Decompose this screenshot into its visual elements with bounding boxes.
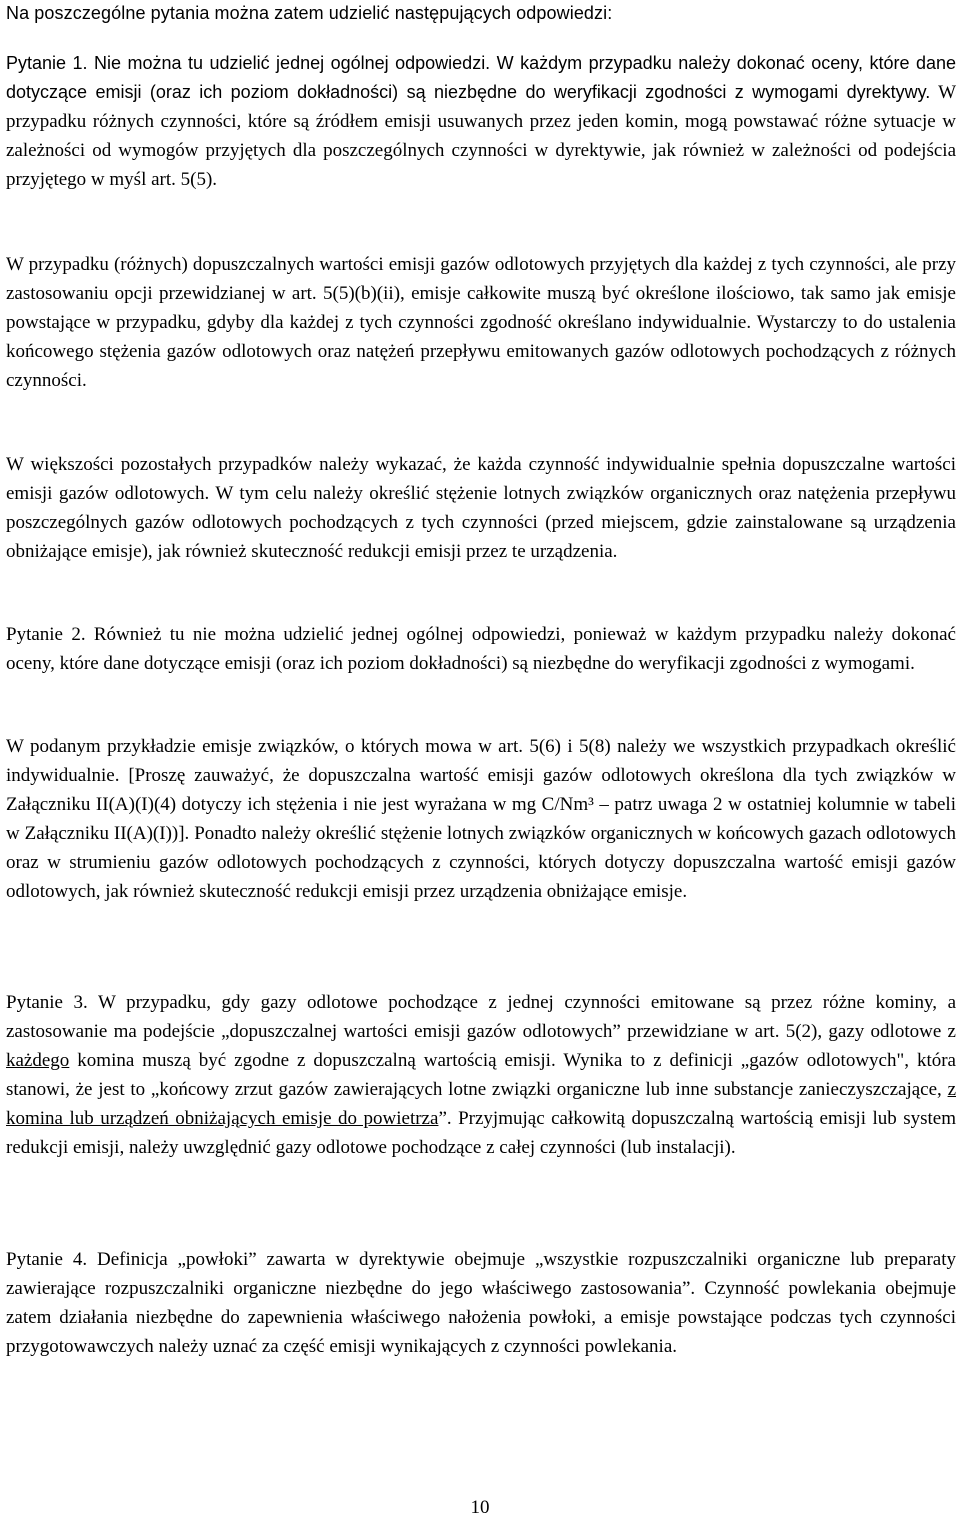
q3-underlined-each: każdego (6, 1050, 70, 1071)
q2-paragraph-2: W podanym przykładzie emisje związków, o których mowa w art. 5(6) i 5(8) należy we wszystkich przypadkach określić indywidualnie. [Proszę zauważyć, że dopuszczalna wartość emisji gazów odlotowych określona dla tych związków w Załączniku II(A)(I)(4) dotyczy ich stężenia i nie jest wyrażana w mg C/Nm³ – patrz uwaga 2 w ostatniej kolumnie w tabeli w Załączniku II(A)(I))]. Ponadto należy określić stężenie lotnych związków organicznych w końcowych gazach odlotowych oraz w strumieniu gazów odlotowych pochodzących z czynności, których dotyczy dopuszczalna wartość emisji gazów odlotowych, jak również skuteczność redukcji emisji przez urządzenia obniżające emisje. (6, 736, 956, 902)
q1-lead: Pytanie 1. Nie można tu udzielić jednej ogólnej odpowiedzi. W każdym przypadku należy dokonać oceny, które dane dotyczące emisji (oraz ich poziom dokładności) są niezbędne do weryfikacji zgodności z wymogami dyrektywy. (6, 53, 956, 102)
page-number: 10 (470, 1497, 490, 1518)
q3-text-2: komina muszą być zgodne z dopuszczalną wartością emisji. Wynika to z definicji „gazów odlotowych", która stanowi, że jest to „końcowy zrzut gazów zawierających lotne związki organiczne lub inne substancje zanieczyszczające, (6, 1050, 956, 1100)
q1-paragraph-1 (6, 49, 956, 194)
intro-line: Na poszczególne pytania można zatem udzielić następujących odpowiedzi: (6, 3, 613, 23)
q3-paragraph (6, 988, 956, 1162)
q1-paragraph-3: W większości pozostałych przypadków należy wykazać, że każda czynność indywidualnie spełnia dopuszczalne wartości emisji gazów odlotowych. W tym celu należy określić stężenie lotnych związków organicznych oraz natężenia przepływu poszczególnych gazów odlotowych pochodzących z tych czynności (przed miejscem, gdzie zainstalowane są urządzenia obniżające emisje), jak również skuteczność redukcji emisji przez te urządzenia. (6, 454, 956, 562)
q4-paragraph: Pytanie 4. Definicja „powłoki” zawarta w dyrektywie obejmuje „wszystkie rozpuszczalniki organiczne lub preparaty zawierające rozpuszczalniki organiczne niezbędne do jego właściwego zastosowania”. Czynność powlekania obejmuje zatem działania niezbędne do zapewnienia właściwego nałożenia powłoki, a emisje powstające podczas tych czynności przygotowawczych należy uznać za część emisji wynikających z czynności powlekania. (6, 1249, 956, 1357)
q3-text-3: ”. Przyjmując całkowitą dopuszczalną wartością emisji lub system redukcji emisji, należy uwzględnić gazy odlotowe pochodzące z całej czynności (lub instalacji). (6, 1108, 956, 1158)
q1-paragraph-2: W przypadku (różnych) dopuszczalnych wartości emisji gazów odlotowych przyjętych dla każdej z tych czynności, ale przy zastosowaniu opcji przewidzianej w art. 5(5)(b)(ii), emisje całkowite muszą być określone ilościowo, tak samo jak emisje powstające w przypadku, gdyby dla każdej z tych czynności zgodność określano indywidualnie. Wystarczy to do ustalenia końcowego stężenia gazów odlotowych oraz natężeń przepływu emitowanych gazów odlotowych pochodzących z różnych czynności. (6, 254, 956, 391)
q2-paragraph-1: Pytanie 2. Również tu nie można udzielić jednej ogólnej odpowiedzi, ponieważ w każdym przypadku należy dokonać oceny, które dane dotyczące emisji (oraz ich poziom dokładności) są niezbędne do weryfikacji zgodności z wymogami. (6, 624, 956, 674)
q3-text-1: Pytanie 3. W przypadku, gdy gazy odlotowe pochodzące z jednej czynności emitowane są przez różne kominy, a zastosowanie ma podejście „dopuszczalnej wartości emisji gazów odlotowych” przewidziane w art. 5(2), gazy odlotowe z (6, 992, 956, 1042)
q3-underlined-definition: z komina lub urządzeń obniżających emisje do powietrza (6, 1079, 956, 1129)
q1-continuation: W przypadku różnych czynności, które są źródłem emisji usuwanych przez jeden komin, mogą powstawać różne sytuacje w zależności od wymogów przyjętych dla poszczególnych czynności w dyrektywie, jak również w zależności od podejścia przyjętego w myśl art. 5(5). (6, 82, 957, 190)
